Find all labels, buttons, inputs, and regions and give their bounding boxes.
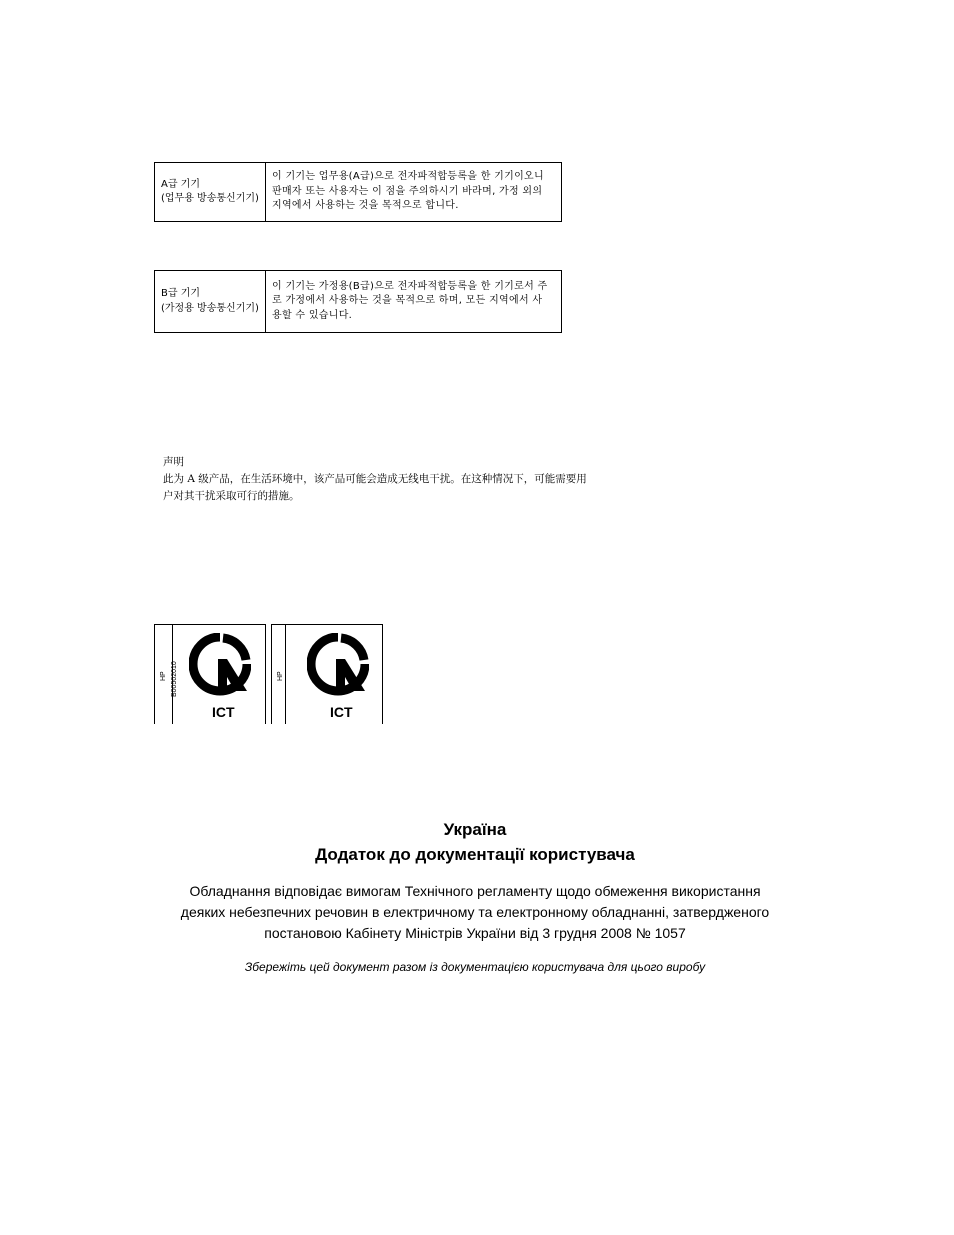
ukraine-body-line: Обладнання відповідає вимогам Технічного регламенту щодо обмеження використання (189, 883, 761, 899)
korea-class-a-table (154, 162, 562, 222)
ict-logo-2 (271, 624, 383, 724)
class-a-text-line: 판매자 또는 사용자는 이 점을 주의하시기 바라며, 가정 외의 (272, 185, 543, 197)
logo1-code: B00502010 (171, 661, 178, 697)
ukraine-subtitle: Додаток до документації користувача (315, 845, 635, 864)
logo1-ict-label: ICT (212, 704, 235, 720)
logo1-vendor: HP (160, 671, 167, 681)
logo2-vendor: HP (277, 671, 284, 681)
class-b-text-line: 용할 수 있습니다. (272, 309, 353, 321)
class-b-label: B급 기기 (161, 288, 201, 299)
ukraine-body (150, 881, 800, 944)
class-a-label-cell (155, 163, 266, 222)
class-b-text-line: 이 기기는 가정용(B급)으로 전자파적합등록을 한 기기로서 주 (272, 280, 548, 292)
ukraine-body-line: деяких небезпечних речовин в електричному та електронному обладнанні, затвердженого (180, 904, 770, 920)
korea-class-b-table (154, 270, 562, 333)
ukraine-note: Збережіть цей документ разом із документацією користувача для цього виробу (244, 960, 706, 974)
china-text-line: 此为 A 级产品，在生活环境中，该产品可能会造成无线电干扰。在这种情况下，可能需要用 (163, 473, 587, 485)
class-b-text-line: 로 가정에서 사용하는 것을 목적으로 하며, 모든 지역에서 사 (272, 295, 543, 307)
class-a-sublabel: (업무용 방송통신기기) (161, 193, 259, 204)
logo2-ict-label: ICT (330, 704, 353, 720)
ict-q-mark-icon (307, 633, 369, 697)
class-a-text-line: 이 기기는 업무용(A급)으로 전자파적합등록을 한 기기이오니 (272, 171, 544, 183)
china-text-line: 户对其干扰采取可行的措施。 (163, 490, 300, 502)
china-heading: 声明 (163, 456, 184, 468)
china-statement (163, 454, 587, 505)
ict-logo-1 (154, 624, 266, 724)
class-a-label: A급 기기 (161, 178, 200, 190)
class-a-text-line: 지역에서 사용하는 것을 목적으로 합니다. (272, 200, 459, 212)
class-a-text-cell (266, 163, 562, 222)
ict-logos (154, 624, 382, 724)
ukraine-body-line: постановою Кабінету Міністрів України від 3 грудня 2008 № 1057 (264, 925, 686, 941)
class-b-label-cell (155, 271, 266, 333)
class-b-text-cell (266, 271, 562, 333)
logo-divider (285, 625, 286, 724)
ict-q-mark-icon (189, 633, 251, 697)
class-b-sublabel: (가정용 방송통신기기) (161, 302, 259, 314)
ukraine-title: Україна (443, 820, 507, 839)
